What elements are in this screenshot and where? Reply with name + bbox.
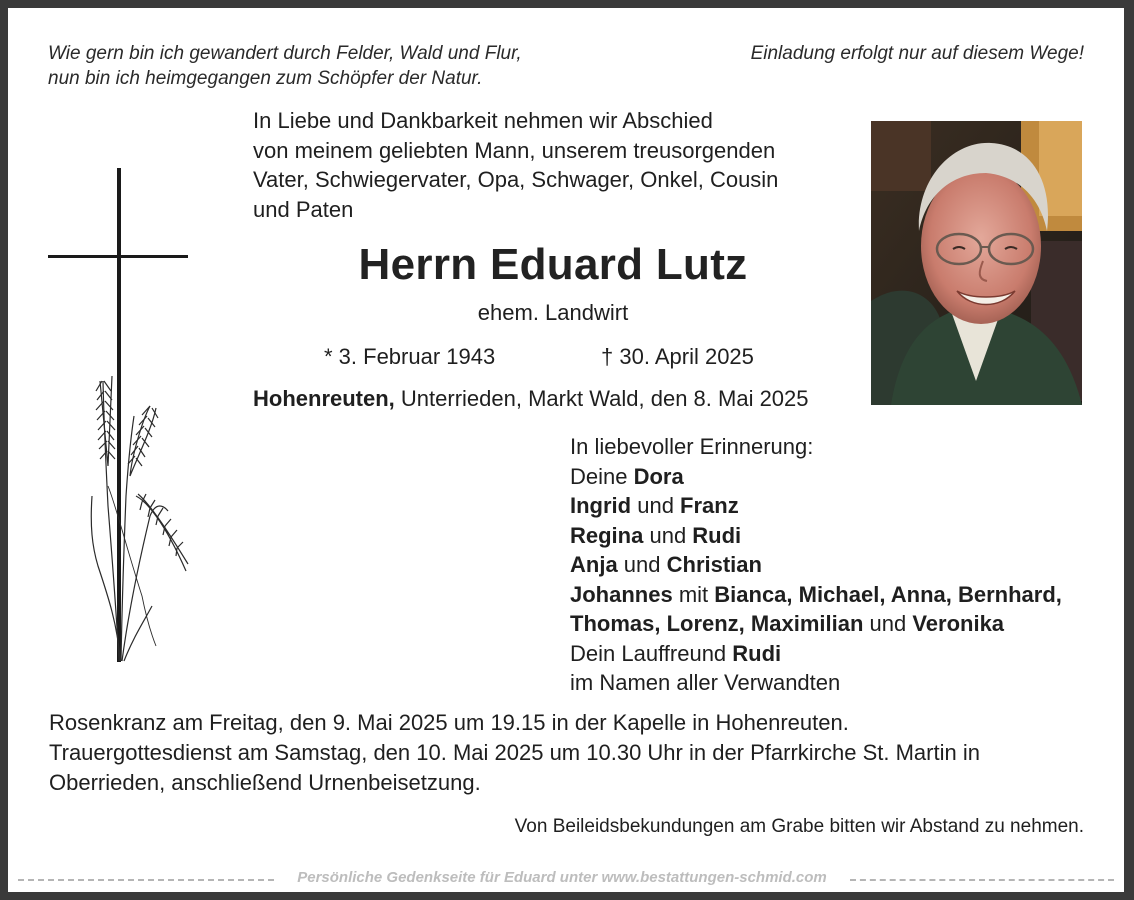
list-item: im Namen aller Verwandten	[570, 670, 841, 695]
list-name: Veronika	[912, 611, 1005, 636]
condolence-note: Von Beileidsbekundungen am Grabe bitten wir Abstand zu nehmen.	[514, 816, 1084, 837]
portrait-image	[871, 121, 1082, 405]
list-name: Dora	[633, 463, 684, 489]
service-line: Rosenkranz am Freitag, den 9. Mai 2025 um 19.15 in der Kapelle in Hohenreuten.	[49, 710, 849, 735]
list-text: Dein Lauffreund	[570, 640, 733, 666]
list-text: Deine	[570, 463, 634, 489]
memory-heading: In liebevoller Erinnerung:	[570, 434, 814, 459]
list-text: und	[643, 522, 693, 548]
divider	[18, 879, 274, 881]
list-name: Rudi	[692, 522, 742, 548]
list-text: und	[617, 552, 667, 577]
poem-line: Wie gern bin ich gewandert durch Felder, Wald und Flur,	[48, 43, 522, 64]
deceased-name: Herrn Eduard Lutz	[358, 240, 748, 289]
list-item	[570, 550, 1062, 580]
portrait-photo	[871, 121, 1082, 405]
list-text: und	[863, 611, 913, 636]
poem	[48, 41, 668, 91]
occupation: ehem. Landwirt	[477, 300, 629, 325]
cross-wheat-icon	[46, 166, 192, 668]
poem-line: nun bin ich heimgegangen zum Schöpfer der Natur.	[48, 68, 483, 89]
service-info	[49, 708, 1109, 798]
list-item	[570, 491, 1062, 521]
cross-icon	[48, 168, 188, 662]
birth-date: * 3. Februar 1943	[324, 344, 496, 369]
list-name: Bianca, Michael, Anna, Bernhard,	[714, 581, 1062, 607]
intro-line: In Liebe und Dankbarkeit nehmen wir Abschied	[253, 108, 713, 133]
wheat-icon	[91, 376, 188, 661]
list-item	[570, 639, 1062, 669]
list-item	[570, 521, 1062, 551]
list-text: mit	[672, 581, 715, 607]
footer	[8, 868, 1124, 892]
list-name: Regina	[570, 522, 644, 548]
list-name: Ingrid	[570, 493, 632, 518]
list-name: Christian	[666, 552, 762, 577]
intro-line: Vater, Schwiegervater, Opa, Schwager, Onkel, Cousin	[253, 167, 779, 192]
list-item	[570, 462, 1062, 492]
service-line: Oberrieden, anschließend Urnenbeisetzung.	[49, 770, 481, 795]
invitation-note: Einladung erfolgt nur auf diesem Wege!	[750, 43, 1084, 64]
list-name: Rudi	[732, 640, 782, 666]
list-name: Franz	[680, 493, 739, 518]
list-name: Thomas, Lorenz, Maximilian	[570, 611, 864, 636]
death-date: † 30. April 2025	[601, 344, 754, 369]
place-bold: Hohenreuten,	[253, 386, 395, 411]
intro-line: und Paten	[253, 196, 354, 222]
farewell-intro	[253, 106, 853, 224]
divider	[850, 879, 1114, 881]
memorial-page-link[interactable]: Persönliche Gedenkseite für Eduard unter www.bestattungen-schmid.com	[297, 869, 827, 886]
place-rest: Unterrieden, Markt Wald, den 8. Mai 2025	[394, 386, 809, 411]
intro-line: von meinem geliebten Mann, unserem treusorgenden	[253, 137, 776, 163]
list-item	[570, 580, 1062, 610]
list-name: Johannes	[570, 581, 673, 607]
service-line: Trauergottesdienst am Samstag, den 10. Mai 2025 um 10.30 Uhr in der Pfarrkirche St. Martin in	[49, 740, 980, 765]
list-item	[570, 609, 1062, 639]
list-text: und	[631, 493, 681, 518]
place-date	[253, 386, 809, 412]
family-list	[570, 432, 1062, 698]
obituary-card	[8, 8, 1124, 892]
list-name: Anja	[570, 552, 618, 577]
